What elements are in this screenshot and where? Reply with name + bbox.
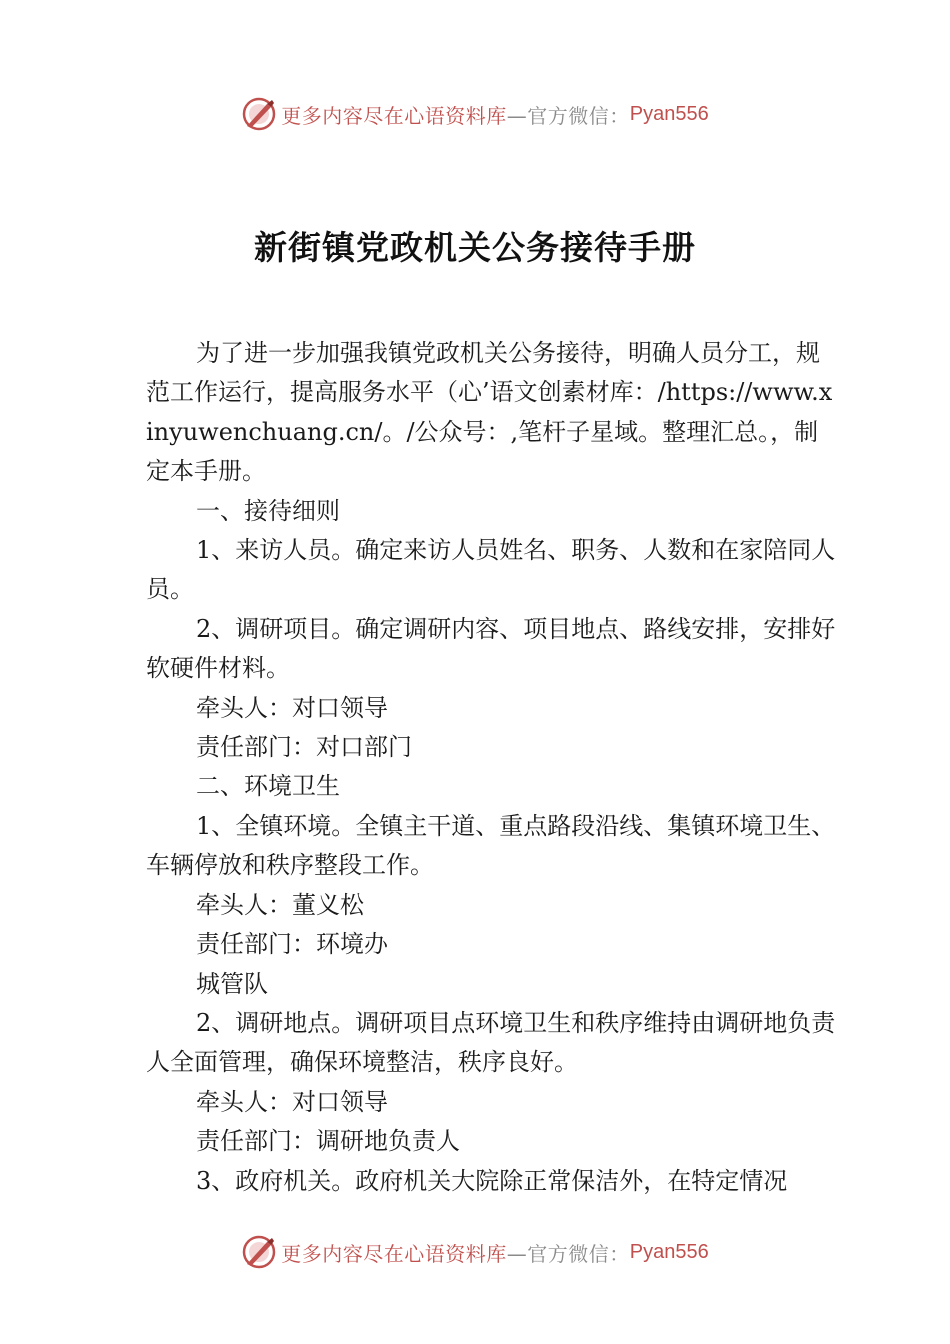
banner-separator: —官方微信： — [506, 103, 630, 128]
footer-banner — [0, 1232, 950, 1272]
body-paragraph: 1、来访人员。确定来访人员姓名、职务、人数和在家陪同人员。 — [146, 536, 836, 604]
body-paragraph: 2、调研地点。调研项目点环境卫生和秩序维持由调研地负责人全面管理，确保环境整洁，秩序良好。 — [146, 1008, 836, 1077]
banner-text: 更多内容尽在心语资料库 — [281, 1241, 507, 1266]
body-paragraph: 3、政府机关。政府机关大院除正常保洁外，在特定情况 — [196, 1166, 788, 1195]
lead-person: 牵头人：对口领导 — [196, 1087, 388, 1116]
section-heading: 二、环境卫生 — [196, 772, 340, 801]
section-heading: 一、接待细则 — [196, 496, 340, 525]
pen-logo-icon — [241, 1234, 277, 1270]
body-paragraph: 2、调研项目。确定调研内容、项目地点、路线安排，安排好软硬件材料。 — [146, 614, 836, 683]
document-title: 新街镇党政机关公务接待手册 — [254, 228, 696, 267]
responsible-department-extra: 城管队 — [196, 969, 268, 998]
banner-text: 更多内容尽在心语资料库 — [281, 103, 507, 128]
wechat-id: Pyan556 — [629, 102, 709, 125]
body-paragraph: 1、全镇环境。全镇主干道、重点路段沿线、集镇环境卫生、车辆停放和秩序整段工作。 — [146, 811, 836, 880]
body-paragraph: 为了进一步加强我镇党政机关公务接待，明确人员分工，规范工作运行，提高服务水平（心’语文创素材库：/https://www.xinyuwenchuang.cn/。/公众号：,笔杆子星域。整理汇总。，制定本手册。 — [146, 339, 833, 486]
header-banner — [0, 94, 950, 134]
lead-person: 牵头人：董义松 — [196, 890, 364, 919]
responsible-department: 责任部门：环境办 — [196, 930, 388, 959]
lead-person: 牵头人：对口领导 — [196, 693, 388, 722]
responsible-department: 责任部门：调研地负责人 — [196, 1127, 460, 1156]
document-body — [146, 334, 836, 1201]
wechat-id: Pyan556 — [629, 1240, 709, 1263]
banner-separator: —官方微信： — [506, 1241, 630, 1266]
pen-logo-icon — [241, 96, 277, 132]
responsible-department: 责任部门：对口部门 — [196, 733, 412, 762]
